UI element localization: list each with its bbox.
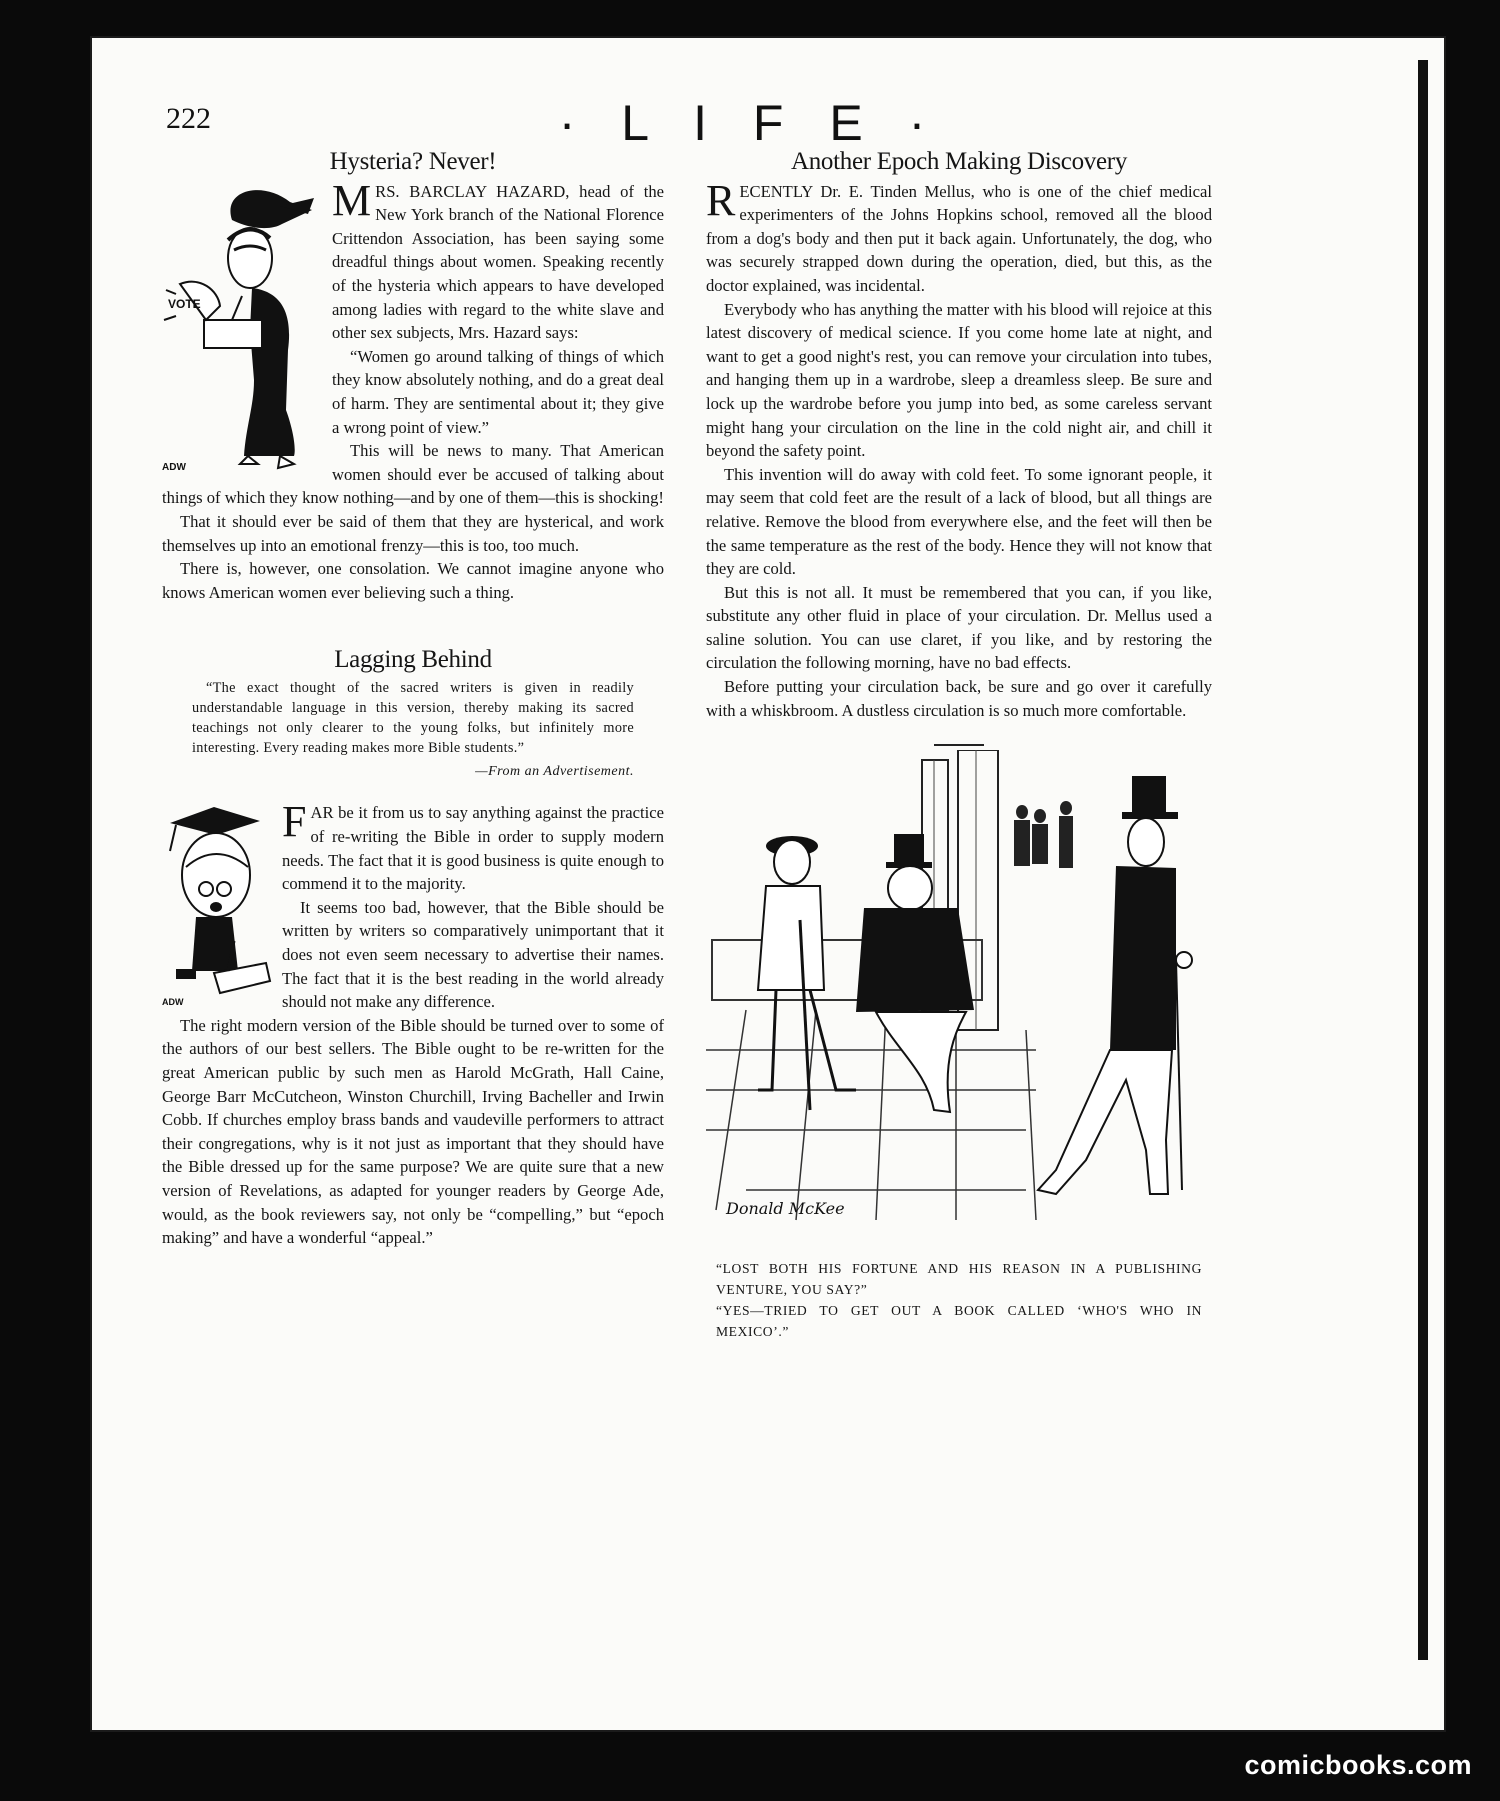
cartoon-drawing [706, 750, 1212, 1250]
cartoon-signature: Donald McKee [726, 1199, 845, 1219]
paragraph: Everybody who has anything the matter with his blood will rejoice at this latest discovery of medical science. If you come home late at night, and want to get a good night's rest, you can remove your circulation into tubes, and hanging them up in a wardrobe, sleep a dreamless sleep. Be sure and lock up the wardrobe before you jump into bed, as some careless servant might hang your circulation on the line in the cold night air, and chill it beyond the safety point. [706, 299, 1212, 461]
watermark: comicbooks.com [1244, 1750, 1472, 1780]
paragraph: RS. BARCLAY HAZARD, head of the New York branch of the National Florence Crittendon Association, has been saying some dreadful things about women. Speaking recently of the hysteria which appears to have developed among ladies with regard to the white slave and other sex subjects, Mrs. Hazard says: [332, 181, 664, 343]
caption-line: “YES—TRIED TO GET OUT A BOOK CALLED ‘WHO'S WHO IN MEXICO’.” [716, 1303, 1202, 1340]
article-epoch [706, 150, 1212, 746]
advertisement-quote: “The exact thought of the sacred writers is given in readily understandable language in this version, thereby making its sacred teachings not only clearer to the young folks, but infinitely more interesting. Every reading makes more Bible students.” [192, 679, 634, 756]
paragraph: AR be it from us to say anything against the practice of re-writing the Bible in order to supply modern needs. The fact that it is good business is quite enough to commend it to the majority. [282, 803, 664, 894]
cartoon-caption [716, 1258, 1202, 1342]
quote-source: —From an Advertisement. [475, 763, 634, 779]
page-number: 222 [166, 102, 211, 135]
cartoon [706, 750, 1212, 1342]
paragraph: This will be news to many. That American women should ever be accused of talking about things of which they know nothing—and by one of them—this is shocking! [162, 441, 664, 508]
masthead: · L I F E · [558, 95, 942, 151]
paragraph: This invention will do away with cold feet. To some ignorant people, it may seem that cold feet are the result of a lack of blood, but all things are relative. Remove the blood from everywhere else, and the feet will then be the same temperature as the rest of the body. Hence they will not know that they are cold. [706, 464, 1212, 579]
caption-line: “LOST BOTH HIS FORTUNE AND HIS REASON IN A PUBLISHING VENTURE, YOU SAY?” [716, 1261, 1202, 1298]
article-hysteria [162, 150, 664, 604]
illustration-signature: ADW [162, 997, 184, 1008]
paragraph: The right modern version of the Bible should be turned over to some of the authors of our best sellers. The Bible ought to be re-written for the great American public by such men as Harold McGrath, Hall Caine, George Barr McCutcheon, Winston Churchill, Irving Bacheller and Irwin Cobb. If churches employ brass bands and vaudeville performers to attract their congregations, why is it not just as important that they should have the Bible dressed up for the same purpose? We are quite sure that a new version of Revelations, as adapted for younger readers by George Ade, would, as the book reviewers say, not only be “compelling,” but “epoch making” and have a wonderful “appeal.” [162, 1015, 664, 1248]
gramophone-sign: VOTE [168, 296, 201, 311]
left-column [162, 150, 664, 1250]
article-lagging [162, 648, 664, 1249]
paragraph: It seems too bad, however, that the Bible should be written by writers so comparatively unimportant that it does not even seem necessary to advertise their names. The fact that it is the best reading in the world already should not make any difference. [282, 897, 664, 1012]
drop-cap: R [706, 175, 736, 225]
article-title: Another Epoch Making Discovery [790, 148, 1128, 175]
paragraph: But this is not all. It must be remembered that you can, if you like, substitute any other fluid in place of your circulation. Dr. Mellus used a saline solution. You can use claret, if you like, and by restoring the circulation the following morning, have no bad effects. [706, 582, 1212, 673]
paragraph: There is, however, one consolation. We cannot imagine anyone who knows American women ever believing such a thing. [162, 559, 664, 602]
suffragette-illustration [162, 180, 322, 476]
scholar-illustration [162, 801, 272, 1013]
paragraph: “Women go around talking of things of which they know absolutely nothing, and do a great deal of harm. They are sentimental about it; they give a wrong point of view.” [332, 346, 664, 437]
illustration-signature: ADW [162, 461, 186, 473]
paragraph: That it should ever be said of them that they are hysterical, and work themselves up into an emotional frenzy—this is too, too much. [162, 511, 664, 555]
article-title: Lagging Behind [334, 646, 492, 674]
paragraph: Before putting your circulation back, be sure and go over it carefully with a whiskbroom. A dustless circulation is so much more comfortable. [706, 677, 1212, 720]
drop-cap: F [282, 797, 307, 847]
right-column [706, 150, 1212, 1342]
page-edge-shadow [1418, 60, 1428, 1660]
section-divider [934, 744, 984, 746]
article-title: Hysteria? Never! [329, 148, 497, 175]
drop-cap: M [332, 175, 372, 225]
paragraph: ECENTLY Dr. E. Tinden Mellus, who is one of the chief medical experimenters of the Johns Hopkins school, removed all the blood from a dog's body and then put it back again. Unfortunately, the dog, who was securely strapped down during the operation, died, but this, as the doctor explained, was incidental. [706, 181, 1212, 295]
